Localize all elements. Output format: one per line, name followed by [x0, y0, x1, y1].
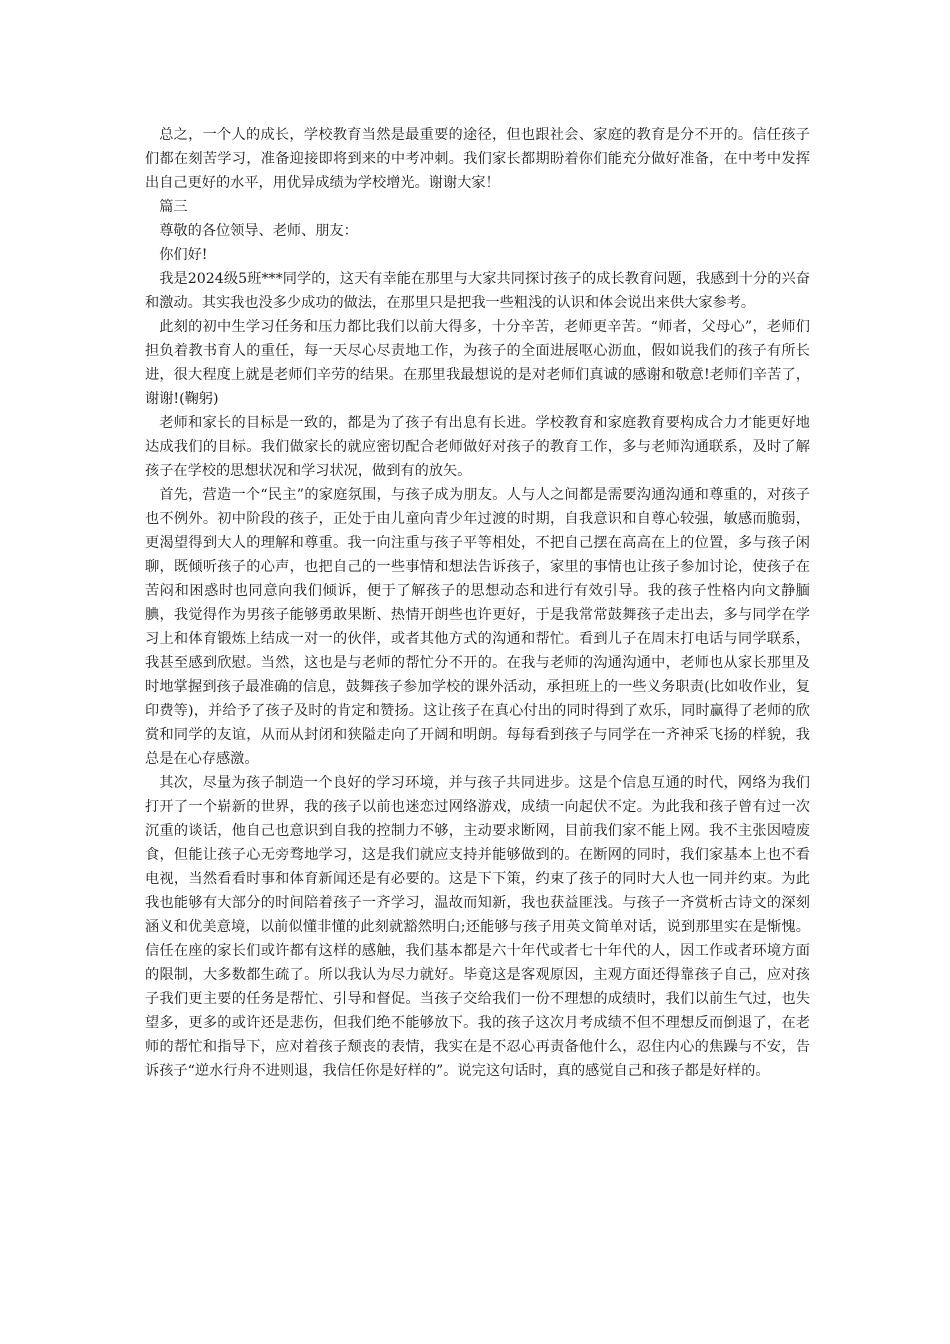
paragraph-introduction: 我是2024级5班***同学的，这天有幸能在那里与大家共同探讨孩子的成长教育问题，我感到十分的兴奋和激动。其实我也没多少成功的做法，在那里只是把我一些粗浅的认识和体会说出来供大家参考。	[145, 271, 810, 311]
paragraph-shared-goal: 老师和家长的目标是一致的，都是为了孩子有出息有长进。学校教育和家庭教育要构成合力才能更好地达成我们的目标。我们做家长的就应密切配合老师做好对孩子的教育工作，多与老师沟通联系，及时了解孩子在学校的思想状况和学习状况，做到有的放矢。	[145, 415, 810, 479]
paragraph-first-point: 首先，营造一个“民主”的家庭氛围，与孩子成为朋友。人与人之间都是需要沟通沟通和尊重的，对孩子也不例外。初中阶段的孩子，正处于由儿童向青少年过渡的时期，自我意识和自尊心较强，敏感而脆弱，更渴望得到大人的理解和尊重。我一向注重与孩子平等相处，不把自己摆在高高在上的位置，多与孩子闲聊，既倾听孩子的心声，也把自己的一些事情和想法告诉孩子，家里的事情也让孩子参加讨论，使孩子在苦闷和困惑时也同意向我们倾诉，便于了解孩子的思想动态和进行有效引导。我的孩子性格内向文静腼腆，我觉得作为男孩子能够勇敢果断、热情开朗些也许更好，于是我常常鼓舞孩子走出去，多与同学在学习上和体育锻炼上结成一对一的伙伴，或者其他方式的沟通和帮忙。看到儿子在周末打电话与同学联系，我甚至感到欣慰。当然，这也是与老师的帮忙分不开的。在我与老师的沟通沟通中，老师也从家长那里及时地掌握到孩子最准确的信息，鼓舞孩子参加学校的课外活动，承担班上的一些义务职责(比如收作业，复印费等)，并给予了孩子及时的肯定和赞扬。这让孩子在真心付出的同时得到了欢乐，同时赢得了老师的欣赏和同学的友谊，从而从封闭和狭隘走向了开阔和明朗。每每看到孩子与同学在一齐神采飞扬的样貌，我总是在心存感激。	[145, 487, 810, 767]
paragraph-thanks-teachers: 此刻的初中生学习任务和压力都比我们以前大得多，十分辛苦，老师更辛苦。“师者，父母心”，老师们担负着教书育人的重任，每一天尽心尽责地工作，为孩子的全面进展呕心沥血，假如说我们的孩子有所长进，很大程度上就是老师们辛劳的结果。在那里我最想说的是对老师们真诚的感谢和敬意!老师们辛苦了，谢谢!(鞠躬)	[145, 319, 810, 407]
paragraph-second-point: 其次，尽量为孩子制造一个良好的学习环境，并与孩子共同进步。这是个信息互通的时代，网络为我们打开了一个崭新的世界，我的孩子以前也迷恋过网络游戏，成绩一向起伏不定。为此我和孩子曾有过一次沉重的谈话，他自己也意识到自我的控制力不够，主动要求断网，目前我们家不能上网。我不主张因噎废食，但能让孩子心无旁骛地学习，这是我们就应支持并能够做到的。在断网的同时，我们家基本上也不看电视，当然看看时事和体育新闻还是有必要的。这是下下策，约束了孩子的同时大人也一同并约束。为此我也能够有大部分的时间陪着孩子一齐学习，温故而知新，我也获益匪浅。与孩子一齐赏析古诗文的深刻涵义和优美意境，以前似懂非懂的此刻就豁然明白;还能够与孩子用英文简单对话，说到那里实在是惭愧。信任在座的家长们或许都有这样的感触，我们基本都是六十年代或者七十年代的人，因工作或者环境方面的限制，大多数都生疏了。所以我认为尽力就好。毕竟这是客观原因，主观方面还得靠孩子自己，应对孩子我们更主要的任务是帮忙、引导和督促。当孩子交给我们一份不理想的成绩时，我们以前生气过，也失望多，更多的或许还是悲伤，但我们绝不能够放下。我的孩子这次月考成绩不但不理想反而倒退了，在老师的帮忙和指导下，应对着孩子颓丧的表情，我实在是不忍心再责备他什么，忍住内心的焦躁与不安，告诉孩子“逆水行舟不进则退，我信任你是好样的”。说完这句话时，真的感觉自己和孩子都是好样的。	[145, 775, 810, 1079]
salutation: 尊敬的各位领导、老师、朋友：	[159, 223, 358, 239]
document-page	[145, 123, 810, 1083]
section-heading: 篇三	[159, 199, 188, 215]
paragraph-conclusion: 总之，一个人的成长，学校教育当然是最重要的途径，但也跟社会、家庭的教育是分不开的。信任孩子们都在刻苦学习，准备迎接即将到来的中考冲刺。我们家长都期盼着你们能充分做好准备，在中考中发挥出自己更好的水平，用优异成绩为学校增光。谢谢大家！	[145, 127, 810, 191]
greeting: 你们好!	[159, 247, 208, 263]
